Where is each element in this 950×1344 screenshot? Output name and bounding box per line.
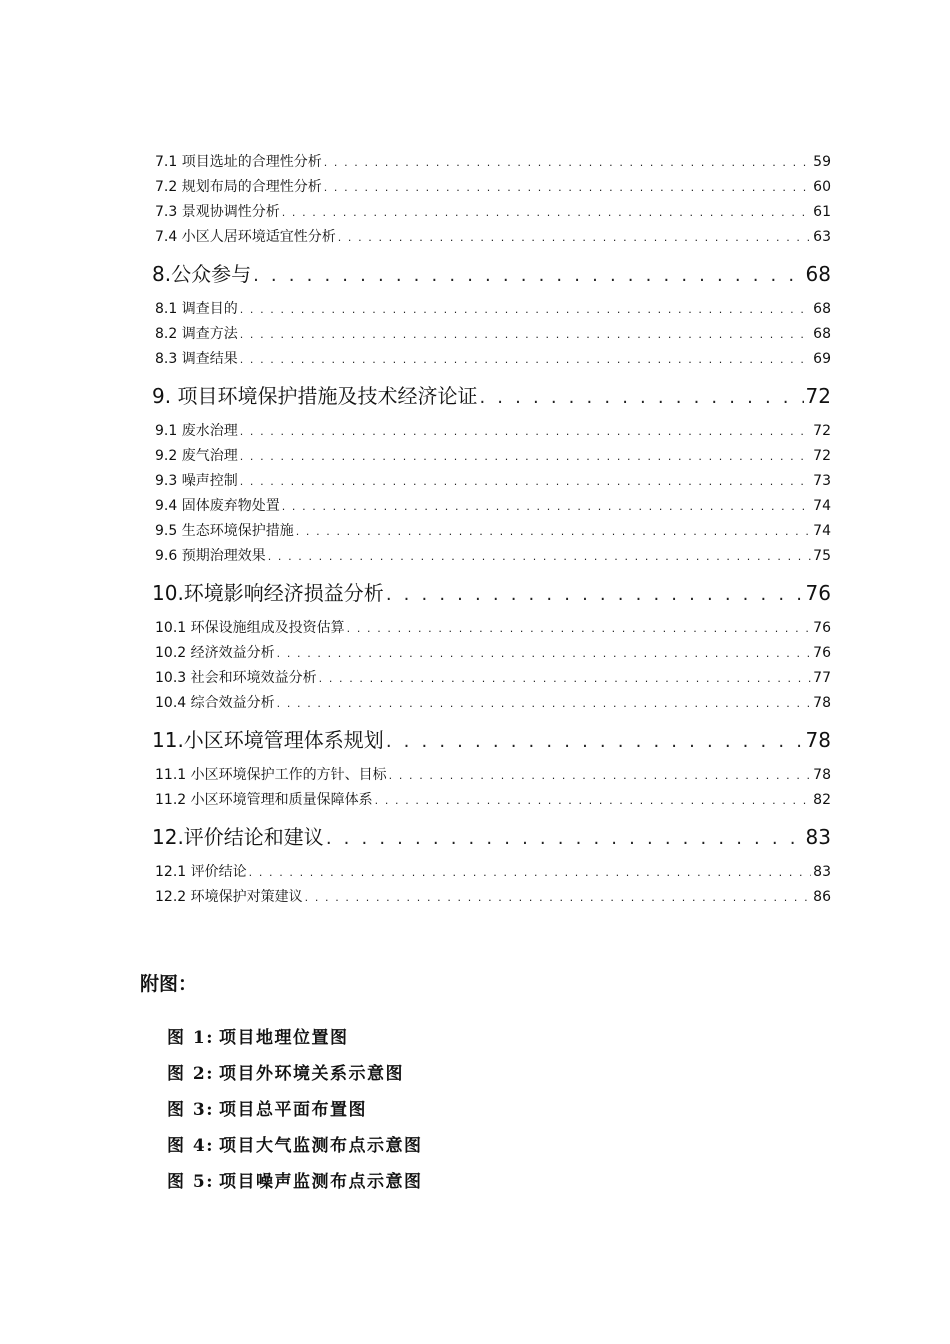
toc-entry-label: 7.2 规划布局的合理性分析 xyxy=(155,179,322,195)
toc-page-number: 86 xyxy=(813,889,831,905)
toc-entry-label: 9.2 废气治理 xyxy=(155,448,238,464)
toc-page-number: 78 xyxy=(813,767,831,783)
toc-chapter-8[interactable] xyxy=(152,256,831,293)
dot-leader xyxy=(319,666,812,691)
toc-page-number: 68 xyxy=(813,301,831,317)
toc-page-number: 60 xyxy=(813,179,831,195)
dot-leader xyxy=(249,860,812,885)
dot-leader xyxy=(305,885,812,910)
dot-leader xyxy=(389,763,812,788)
toc-chapter-label: 10.环境影响经济损益分析 xyxy=(152,581,384,605)
toc-entry-label: 10.2 经济效益分析 xyxy=(155,645,275,661)
toc-page-number: 74 xyxy=(813,498,831,514)
toc-chapter-11[interactable] xyxy=(152,722,831,759)
toc-entry-10-3[interactable] xyxy=(155,666,831,691)
toc-entry-10-4[interactable] xyxy=(155,691,831,716)
toc-entry-8-1[interactable] xyxy=(155,297,831,322)
toc-page-number: 76 xyxy=(813,645,831,661)
dot-leader xyxy=(479,379,803,416)
dot-leader xyxy=(268,544,811,569)
toc-page-number: 69 xyxy=(813,351,831,367)
toc-chapter-12[interactable] xyxy=(152,819,831,856)
toc-entry-11-2[interactable] xyxy=(155,788,831,813)
toc-page-number: 61 xyxy=(813,204,831,220)
dot-leader xyxy=(282,494,811,519)
figure-list xyxy=(167,1020,423,1200)
toc-entry-11-1[interactable] xyxy=(155,763,831,788)
figure-number: 图 1: xyxy=(167,1028,215,1048)
dot-leader xyxy=(240,469,811,494)
toc-chapter-label: 9. 项目环境保护措施及技术经济论证 xyxy=(152,384,478,408)
toc-entry-label: 11.1 小区环境保护工作的方针、目标 xyxy=(155,767,387,783)
toc-entry-label: 7.1 项目选址的合理性分析 xyxy=(155,154,322,170)
dot-leader xyxy=(296,519,811,544)
figure-item-5 xyxy=(167,1164,423,1200)
toc-entry-label: 12.2 环境保护对策建议 xyxy=(155,889,303,905)
toc-page-number: 77 xyxy=(813,670,831,686)
toc-page-number: 78 xyxy=(813,695,831,711)
dot-leader xyxy=(282,200,811,225)
dot-leader xyxy=(240,419,811,444)
figure-title: 项目大气监测布点示意图 xyxy=(219,1136,423,1156)
dot-leader xyxy=(386,576,804,613)
toc-page-number: 68 xyxy=(805,262,831,286)
toc-entry-12-2[interactable] xyxy=(155,885,831,910)
dot-leader xyxy=(386,723,804,760)
toc-chapter-label: 8.公众参与 xyxy=(152,262,252,286)
figure-number: 图 2: xyxy=(167,1064,215,1084)
toc-entry-9-2[interactable] xyxy=(155,444,831,469)
toc-chapter-label: 11.小区环境管理体系规划 xyxy=(152,728,384,752)
toc-page-number: 75 xyxy=(813,548,831,564)
toc-chapter-label: 12.评价结论和建议 xyxy=(152,825,324,849)
toc-page-number: 82 xyxy=(813,792,831,808)
figure-item-4 xyxy=(167,1128,423,1164)
toc-page-number: 78 xyxy=(805,728,831,752)
toc-page-number: 72 xyxy=(813,448,831,464)
dot-leader xyxy=(347,616,812,641)
toc-page-number: 83 xyxy=(813,864,831,880)
toc-page-number: 76 xyxy=(805,581,831,605)
figure-item-2 xyxy=(167,1056,423,1092)
toc-entry-label: 10.1 环保设施组成及投资估算 xyxy=(155,620,345,636)
dot-leader xyxy=(324,150,811,175)
toc-entry-label: 10.4 综合效益分析 xyxy=(155,695,275,711)
toc-entry-9-1[interactable] xyxy=(155,419,831,444)
dot-leader xyxy=(324,175,811,200)
toc-entry-label: 9.5 生态环境保护措施 xyxy=(155,523,294,539)
toc-entry-7-1[interactable] xyxy=(155,150,831,175)
dot-leader xyxy=(375,788,812,813)
figure-title: 项目外环境关系示意图 xyxy=(219,1064,404,1084)
toc-page-number: 63 xyxy=(813,229,831,245)
toc-entry-label: 7.4 小区人居环境适宜性分析 xyxy=(155,229,336,245)
dot-leader xyxy=(240,347,811,372)
appendix-title: 附图： xyxy=(140,973,198,995)
toc-entry-9-6[interactable] xyxy=(155,544,831,569)
toc-entry-label: 10.3 社会和环境效益分析 xyxy=(155,670,317,686)
figure-number: 图 5: xyxy=(167,1172,215,1192)
toc-entry-label: 9.4 固体废弃物处置 xyxy=(155,498,280,514)
toc-entry-label: 8.1 调查目的 xyxy=(155,301,238,317)
toc-entry-8-2[interactable] xyxy=(155,322,831,347)
toc-entry-label: 9.3 噪声控制 xyxy=(155,473,238,489)
toc-page-number: 83 xyxy=(805,825,831,849)
toc-entry-12-1[interactable] xyxy=(155,860,831,885)
figure-item-3 xyxy=(167,1092,423,1128)
toc-entry-8-3[interactable] xyxy=(155,347,831,372)
toc-entry-label: 8.2 调查方法 xyxy=(155,326,238,342)
table-of-contents xyxy=(152,150,831,910)
dot-leader xyxy=(277,691,812,716)
dot-leader xyxy=(338,225,811,250)
dot-leader xyxy=(240,297,811,322)
toc-page-number: 68 xyxy=(813,326,831,342)
toc-entry-label: 9.6 预期治理效果 xyxy=(155,548,266,564)
figure-number: 图 3: xyxy=(167,1100,215,1120)
toc-page-number: 73 xyxy=(813,473,831,489)
toc-entry-7-4[interactable] xyxy=(155,225,831,250)
figure-title: 项目噪声监测布点示意图 xyxy=(219,1172,423,1192)
figure-title: 项目地理位置图 xyxy=(219,1028,349,1048)
toc-entry-label: 11.2 小区环境管理和质量保障体系 xyxy=(155,792,373,808)
appendix-section xyxy=(140,968,423,1200)
dot-leader xyxy=(326,820,804,857)
toc-entry-label: 8.3 调查结果 xyxy=(155,351,238,367)
toc-entry-9-3[interactable] xyxy=(155,469,831,494)
toc-entry-label: 12.1 评价结论 xyxy=(155,864,247,880)
toc-chapter-9[interactable] xyxy=(152,378,831,415)
dot-leader xyxy=(277,641,812,666)
toc-entry-10-1[interactable] xyxy=(155,616,831,641)
toc-page-number: 72 xyxy=(813,423,831,439)
dot-leader xyxy=(240,322,811,347)
figure-title: 项目总平面布置图 xyxy=(219,1100,367,1120)
figure-item-1 xyxy=(167,1020,423,1056)
toc-page-number: 59 xyxy=(813,154,831,170)
toc-page-number: 76 xyxy=(813,620,831,636)
dot-leader xyxy=(240,444,811,469)
toc-entry-7-3[interactable] xyxy=(155,200,831,225)
toc-entry-9-5[interactable] xyxy=(155,519,831,544)
toc-page-number: 72 xyxy=(805,384,831,408)
figure-number: 图 4: xyxy=(167,1136,215,1156)
toc-entry-9-4[interactable] xyxy=(155,494,831,519)
toc-chapter-10[interactable] xyxy=(152,575,831,612)
toc-entry-7-2[interactable] xyxy=(155,175,831,200)
toc-entry-label: 7.3 景观协调性分析 xyxy=(155,204,280,220)
toc-entry-10-2[interactable] xyxy=(155,641,831,666)
toc-entry-label: 9.1 废水治理 xyxy=(155,423,238,439)
toc-page-number: 74 xyxy=(813,523,831,539)
dot-leader xyxy=(253,257,803,294)
